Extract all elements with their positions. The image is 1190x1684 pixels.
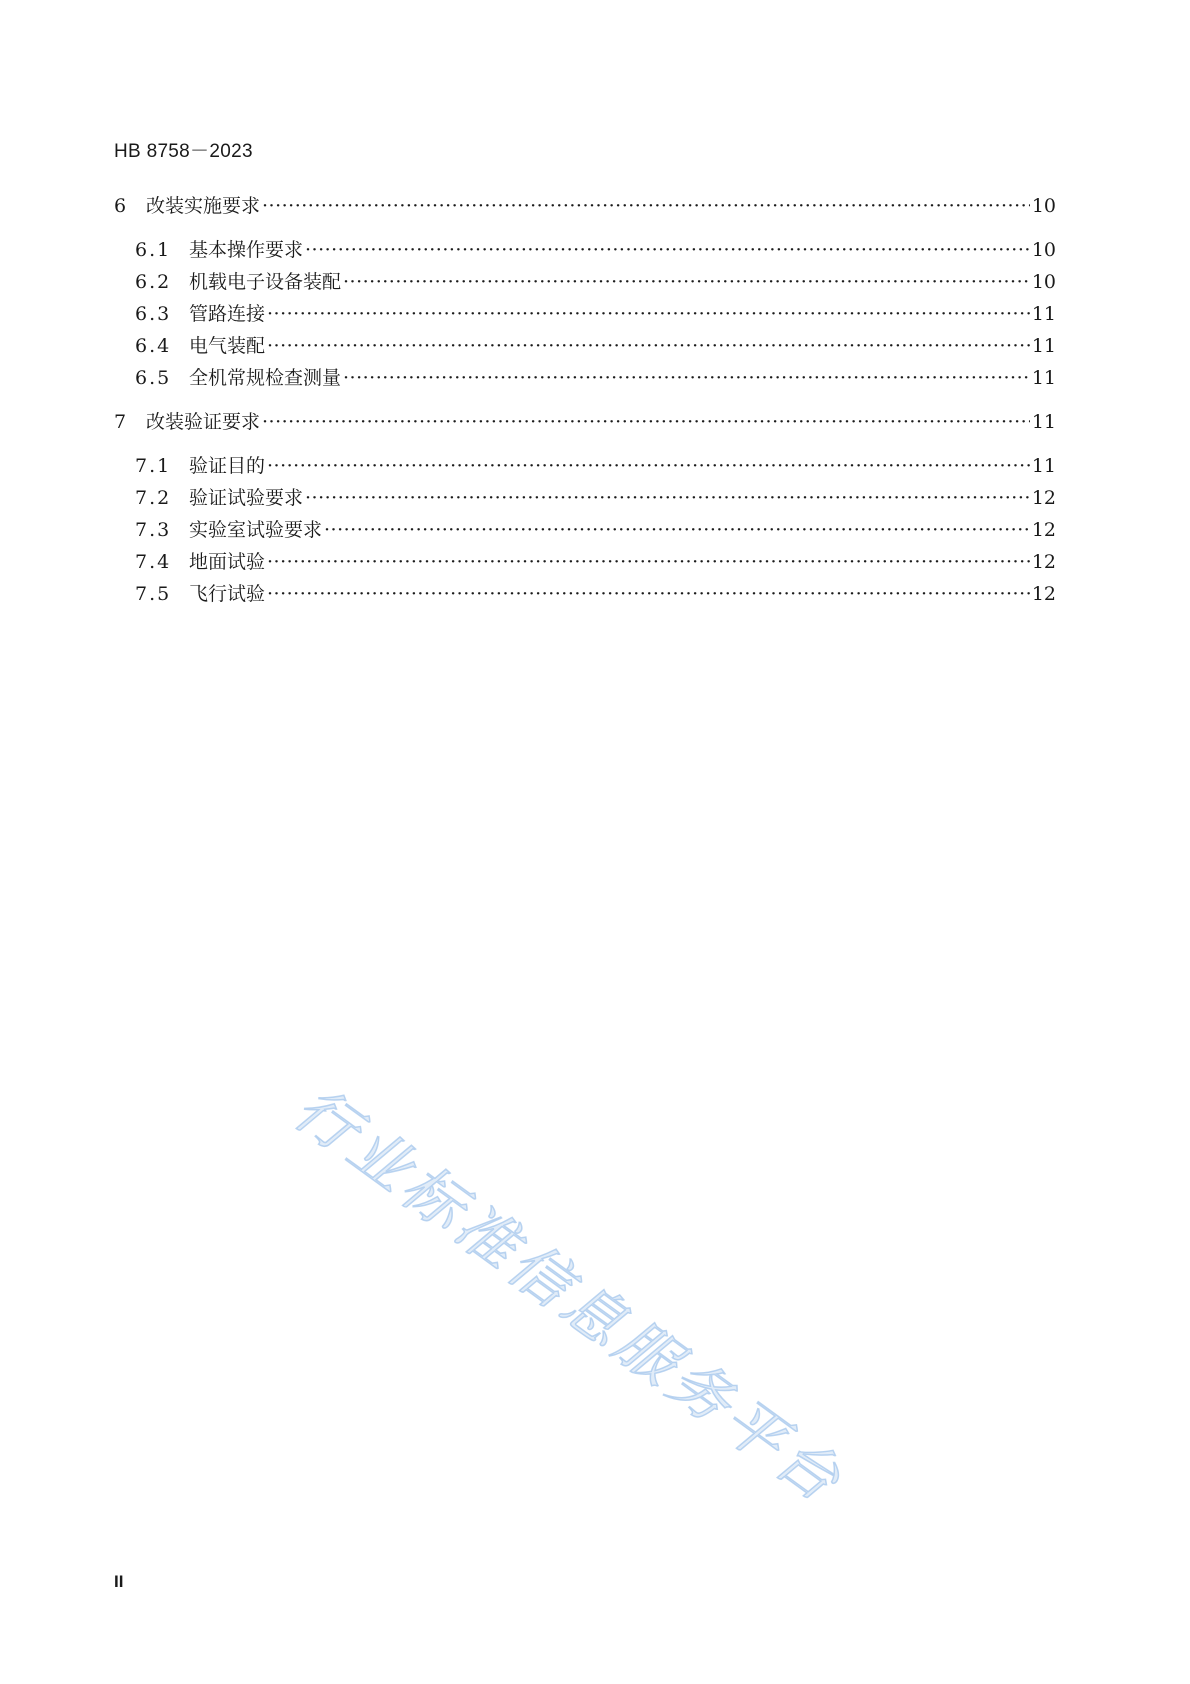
watermark-text: 行业标准信息服务平台 — [281, 1073, 857, 1519]
toc-entry-chapter-7[interactable] — [114, 406, 1056, 438]
toc-entry-title: 改装实施要求 — [146, 195, 261, 217]
toc-entry-title: 改装验证要求 — [146, 411, 261, 433]
footer-page-number: II — [114, 1572, 124, 1591]
toc-entry-number: 7.4 — [135, 551, 172, 573]
toc-entry-number: 6.2 — [135, 271, 172, 293]
toc-dot-leader — [262, 190, 1030, 222]
toc-entry-title: 电气装配 — [189, 335, 266, 357]
toc-entry-section-7-4[interactable] — [114, 546, 1056, 578]
toc-dot-leader — [343, 362, 1030, 394]
toc-entry-section-6-1[interactable] — [114, 234, 1056, 266]
toc-entry-title: 地面试验 — [189, 551, 266, 573]
toc-entry-number: 6.3 — [135, 303, 172, 325]
toc-entry-number: 6 — [114, 195, 127, 217]
toc-dot-leader — [267, 546, 1030, 578]
toc-entry-title: 全机常规检查测量 — [189, 367, 342, 389]
toc-entry-page: 11 — [1031, 303, 1056, 325]
toc-entry-chapter-6[interactable] — [114, 190, 1056, 222]
toc-dot-leader — [305, 482, 1030, 514]
toc-entry-title: 实验室试验要求 — [189, 519, 323, 541]
toc-entry-title: 飞行试验 — [189, 583, 266, 605]
toc-entry-title: 验证目的 — [189, 455, 266, 477]
toc-entry-page: 12 — [1031, 551, 1056, 573]
toc-entry-page: 12 — [1031, 519, 1056, 541]
toc-entry-section-7-1[interactable] — [114, 450, 1056, 482]
toc-dot-leader — [343, 266, 1030, 298]
toc-entry-page: 12 — [1031, 583, 1056, 605]
toc-dot-leader — [267, 450, 1030, 482]
toc-entry-number: 6.1 — [135, 239, 172, 261]
toc-entry-title: 验证试验要求 — [189, 487, 304, 509]
toc-entry-section-6-3[interactable] — [114, 298, 1056, 330]
toc-entry-number: 6.4 — [135, 335, 172, 357]
toc-dot-leader — [267, 298, 1030, 330]
toc-dot-leader — [267, 330, 1030, 362]
toc-entry-page: 11 — [1031, 367, 1056, 389]
toc-entry-number: 7.2 — [135, 487, 172, 509]
toc-entry-title: 管路连接 — [189, 303, 266, 325]
toc-entry-page: 10 — [1031, 239, 1056, 261]
toc-entry-section-6-4[interactable] — [114, 330, 1056, 362]
toc-entry-title: 机载电子设备装配 — [189, 271, 342, 293]
toc-entry-page: 11 — [1031, 411, 1056, 433]
toc-entry-number: 7 — [114, 411, 127, 433]
toc-entry-page: 10 — [1031, 195, 1056, 217]
table-of-contents — [114, 190, 1056, 610]
toc-entry-page: 12 — [1031, 487, 1056, 509]
toc-entry-section-6-2[interactable] — [114, 266, 1056, 298]
toc-entry-number: 6.5 — [135, 367, 172, 389]
toc-entry-page: 10 — [1031, 271, 1056, 293]
toc-dot-leader — [267, 578, 1030, 610]
toc-dot-leader — [305, 234, 1030, 266]
toc-entry-page: 11 — [1031, 335, 1056, 357]
toc-entry-number: 7.5 — [135, 583, 172, 605]
toc-entry-section-7-5[interactable] — [114, 578, 1056, 610]
toc-dot-leader — [262, 406, 1030, 438]
document-header-code: HB 8758－2023 — [114, 141, 253, 162]
toc-entry-number: 7.3 — [135, 519, 172, 541]
toc-entry-number: 7.1 — [135, 455, 172, 477]
toc-entry-section-7-3[interactable] — [114, 514, 1056, 546]
toc-entry-section-7-2[interactable] — [114, 482, 1056, 514]
toc-entry-title: 基本操作要求 — [189, 239, 304, 261]
toc-entry-section-6-5[interactable] — [114, 362, 1056, 394]
toc-entry-page: 11 — [1031, 455, 1056, 477]
toc-dot-leader — [324, 514, 1030, 546]
